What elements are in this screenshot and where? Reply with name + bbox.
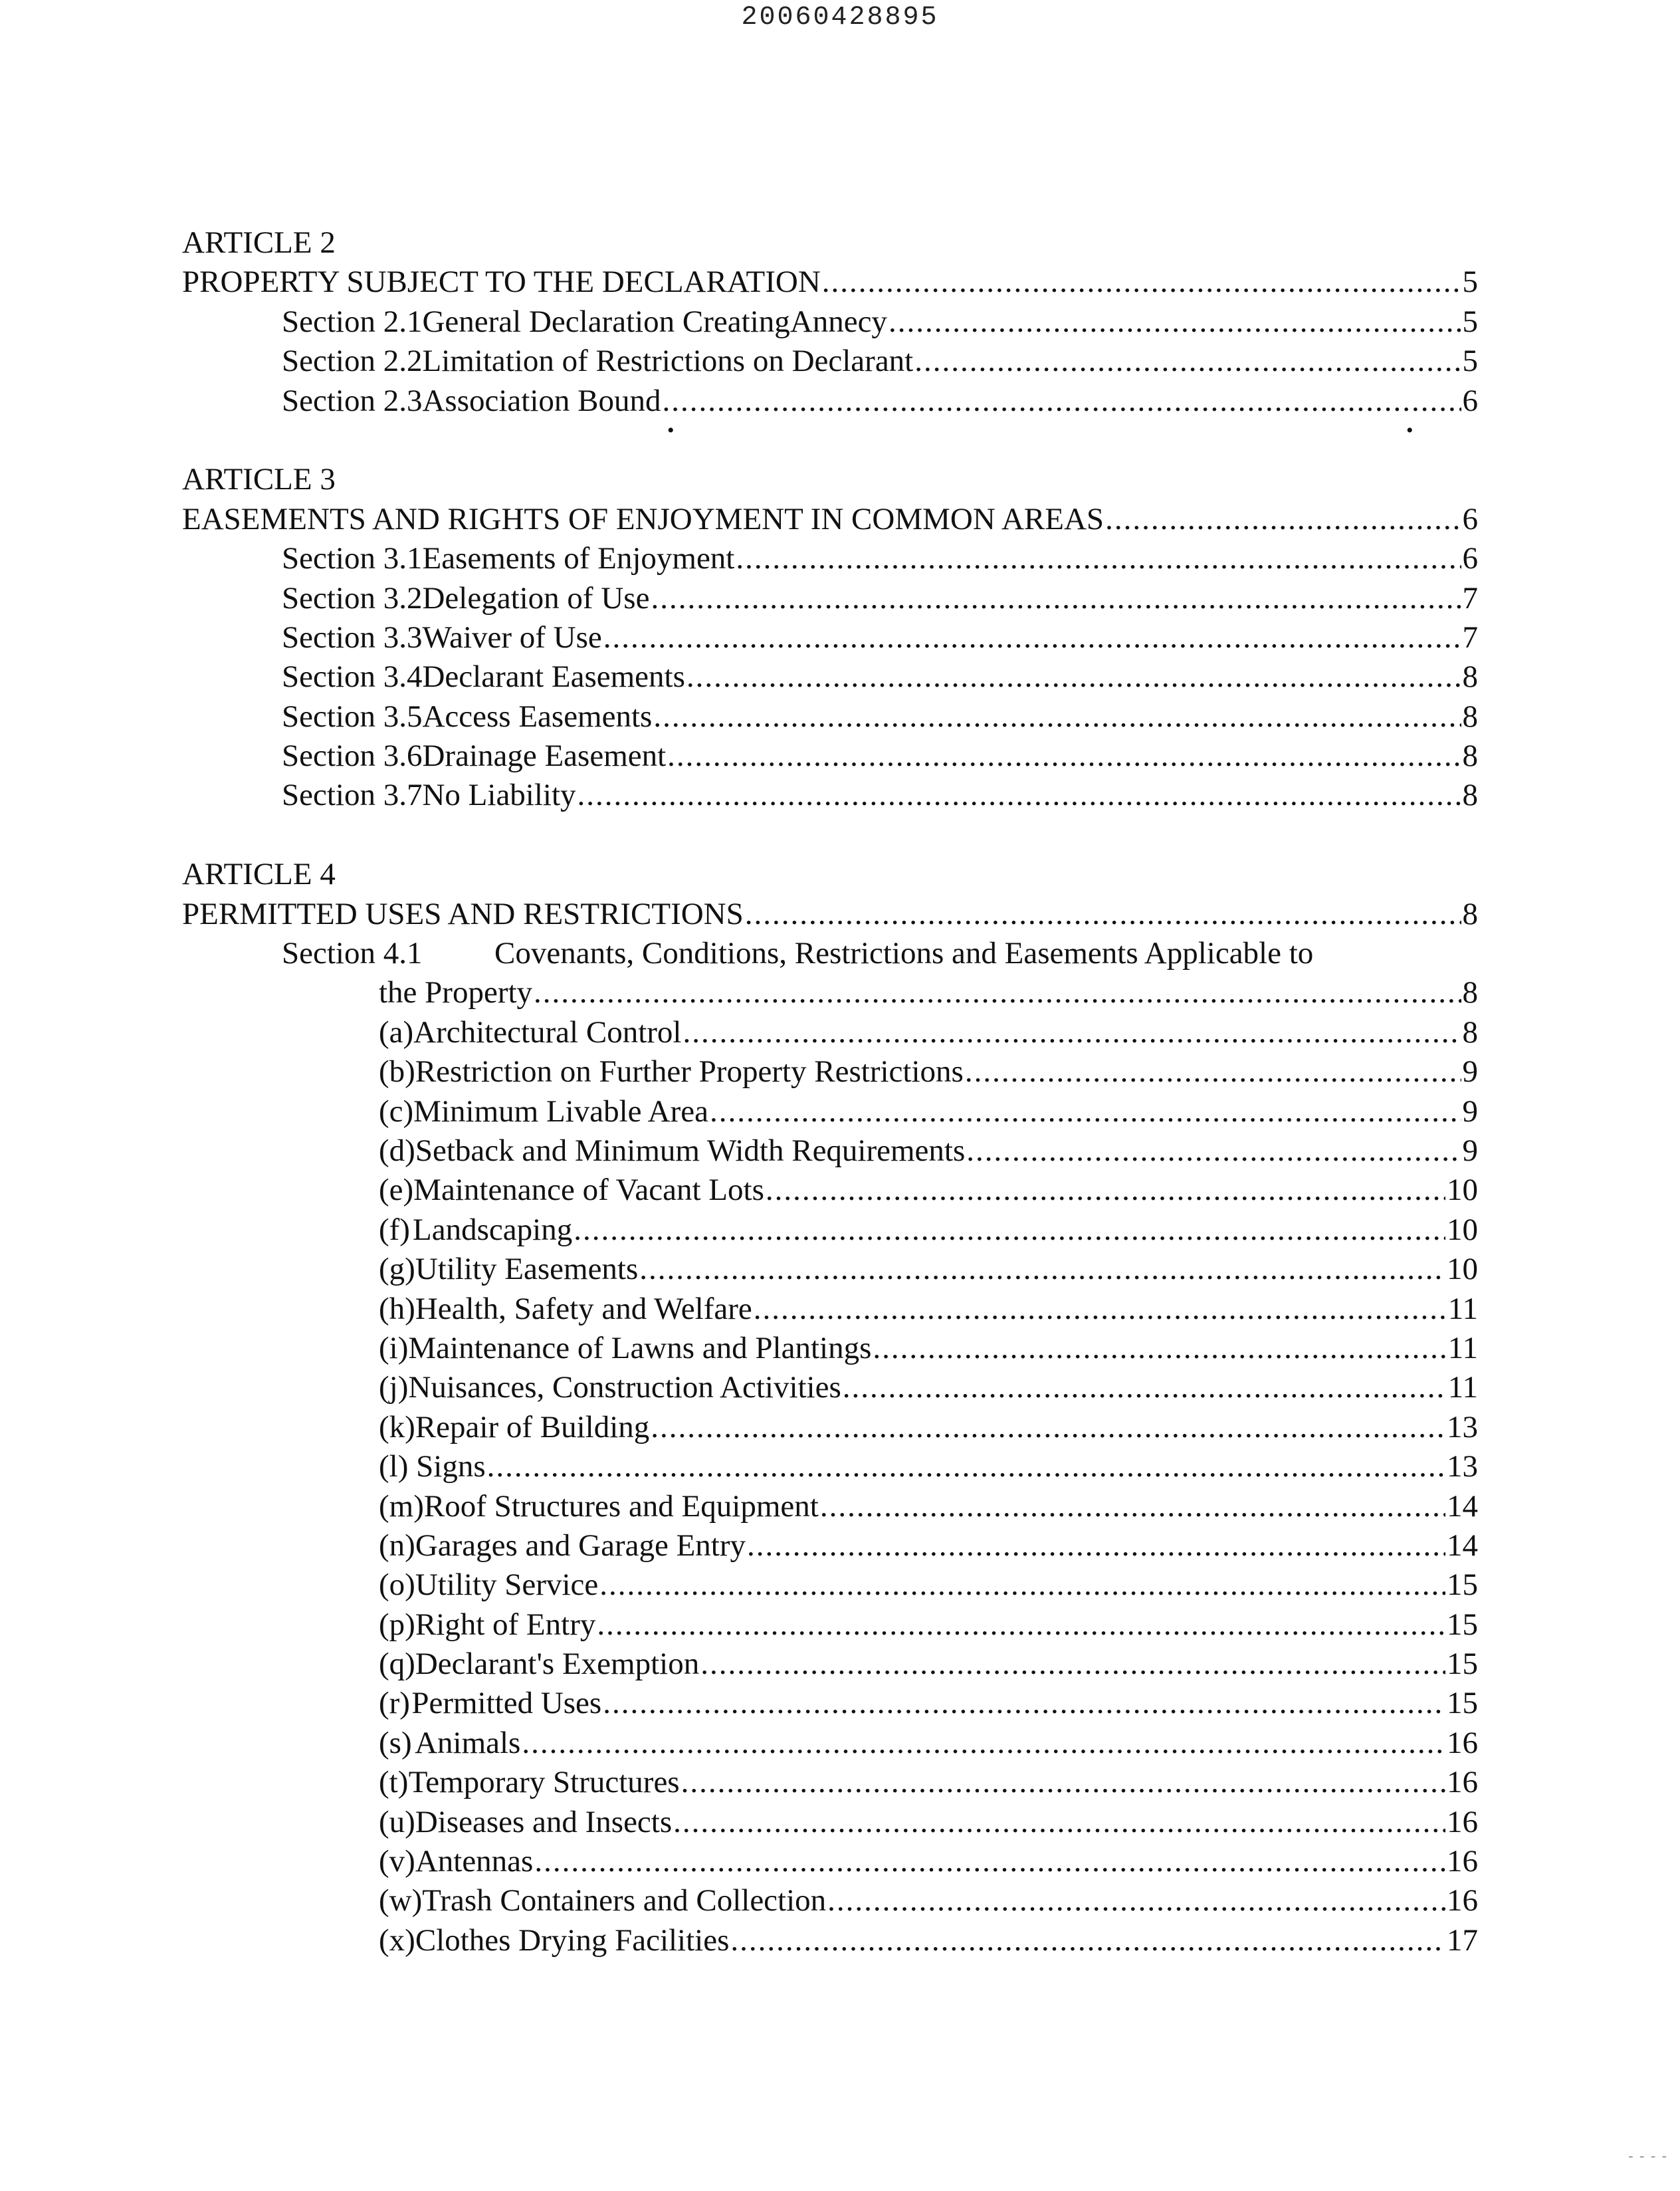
dot-leader — [822, 263, 1461, 302]
dot-leader — [843, 1368, 1447, 1407]
dot-leader — [1105, 500, 1461, 539]
page-number: 6 — [1462, 541, 1478, 576]
dot-leader — [710, 1092, 1461, 1131]
page-number: 15 — [1447, 1567, 1478, 1603]
page-number: 8 — [1462, 739, 1478, 774]
entry-number: Section 3.4 — [282, 659, 423, 695]
entry-title: Delegation of Use — [422, 580, 650, 616]
entry-number: Section 3.5 — [282, 699, 423, 734]
entry-number: Section 3.3 — [282, 620, 423, 655]
dot-leader — [682, 1013, 1461, 1052]
entry-number: Section 3.1 — [282, 541, 423, 576]
entry-number: (r) — [379, 1686, 410, 1721]
entry-number: (m) — [379, 1488, 424, 1524]
dot-leader — [873, 1329, 1446, 1368]
entry-number: (g) — [379, 1252, 415, 1287]
dot-leader — [745, 895, 1461, 934]
entry-title: Health, Safety and Welfare — [415, 1291, 752, 1326]
entry-number: Section 3.6 — [282, 739, 423, 774]
page-number: 11 — [1447, 1291, 1478, 1326]
entry-number: (q) — [379, 1647, 415, 1682]
entry-number: (p) — [379, 1607, 415, 1642]
entry-title: Setback and Minimum Width Requirements — [415, 1133, 966, 1168]
article-2-title-entry — [182, 263, 1478, 302]
entry-title: Access Easements — [422, 699, 653, 734]
toc-entry — [182, 1131, 1478, 1171]
entry-title: Repair of Building — [415, 1409, 650, 1444]
entry-number: (h) — [379, 1291, 415, 1326]
entry-number: (s) — [379, 1725, 412, 1760]
toc-entry — [182, 657, 1478, 697]
toc-entry — [182, 382, 1478, 421]
entry-number: (n) — [379, 1528, 415, 1563]
section-title: Covenants, Conditions, Restrictions and Easements Applicable to — [494, 936, 1314, 971]
table-of-contents — [182, 223, 1478, 1960]
dot-leader — [667, 737, 1461, 776]
dot-leader — [965, 1052, 1461, 1092]
dot-leader — [653, 697, 1461, 737]
entry-title: Utility Easements — [415, 1252, 639, 1287]
page-number: 9 — [1462, 1054, 1478, 1090]
page-number: 5 — [1462, 344, 1478, 379]
article-4-title: PERMITTED USES AND RESTRICTIONS — [182, 896, 744, 931]
toc-entry — [182, 1487, 1478, 1526]
article-4-label: ARTICLE 4 — [182, 857, 336, 892]
dot-leader — [574, 1211, 1445, 1250]
toc-entry — [182, 1171, 1478, 1210]
page-number: 16 — [1447, 1804, 1478, 1839]
entry-title: Restriction on Further Property Restrictions — [415, 1054, 964, 1090]
page-number: 6 — [1462, 501, 1478, 536]
entry-number: (v) — [379, 1844, 415, 1879]
toc-entry — [182, 776, 1478, 815]
dot-leader — [889, 302, 1461, 342]
page-number: 13 — [1447, 1409, 1478, 1444]
toc-entry — [182, 1368, 1478, 1407]
section-4-1-entry — [182, 934, 1478, 973]
dot-leader — [747, 1526, 1445, 1565]
page-number: 16 — [1447, 1725, 1478, 1760]
section-title-continued: the Property — [379, 975, 533, 1010]
entry-number: (f) — [379, 1212, 410, 1247]
entry-title: Declarant Easements — [422, 659, 685, 695]
toc-entry — [182, 539, 1478, 578]
entry-title: Signs — [416, 1449, 486, 1484]
toc-entry — [182, 1645, 1478, 1684]
entry-title: Roof Structures and Equipment — [423, 1488, 819, 1524]
page-number: 13 — [1447, 1449, 1478, 1484]
page-number: 10 — [1447, 1173, 1478, 1208]
page-number: 10 — [1447, 1252, 1478, 1287]
entry-number: (i) — [379, 1330, 409, 1365]
entry-title: Temporary Structures — [408, 1765, 680, 1800]
dot-leader — [663, 382, 1461, 421]
toc-entry — [182, 1921, 1478, 1960]
entry-title: Association Bound — [422, 383, 661, 418]
entry-title: Architectural Control — [413, 1014, 682, 1050]
toc-entry — [182, 1408, 1478, 1447]
dot-leader — [686, 657, 1461, 697]
entry-title: Easements of Enjoyment — [422, 541, 735, 576]
entry-title: Antennas — [415, 1844, 534, 1879]
page-number: 16 — [1447, 1765, 1478, 1800]
entry-number: (x) — [379, 1922, 415, 1958]
toc-entry — [182, 1013, 1478, 1052]
toc-entry — [182, 302, 1478, 342]
page-number: 10 — [1447, 1212, 1478, 1247]
page-number: 9 — [1462, 1133, 1478, 1168]
entry-title: Utility Service — [415, 1567, 599, 1603]
dot-leader — [639, 1250, 1445, 1289]
toc-entry — [182, 1250, 1478, 1289]
section-number: Section 4.1 — [282, 936, 423, 971]
dot-leader — [736, 539, 1461, 578]
dot-leader — [487, 1447, 1445, 1486]
entry-number: (k) — [379, 1409, 415, 1444]
entry-number: (l) — [379, 1449, 409, 1484]
entry-number: Section 2.1 — [282, 304, 423, 339]
page-number: 8 — [1462, 975, 1478, 1010]
article-3-sections — [182, 539, 1478, 816]
entry-title: Limitation of Restrictions on Declarant — [422, 344, 914, 379]
entry-title: Drainage Easement — [422, 739, 667, 774]
dot-leader — [730, 1921, 1445, 1960]
toc-entry — [182, 1211, 1478, 1250]
page-number: 8 — [1462, 659, 1478, 695]
article-2-title: PROPERTY SUBJECT TO THE DECLARATION — [182, 265, 821, 300]
entry-number: (o) — [379, 1567, 415, 1603]
entry-title: Minimum Livable Area — [413, 1094, 708, 1129]
entry-number: (a) — [379, 1014, 414, 1050]
toc-entry — [182, 737, 1478, 776]
article-4-title-entry — [182, 895, 1478, 934]
dot-leader — [522, 1724, 1445, 1763]
page-number: 16 — [1447, 1844, 1478, 1879]
dot-leader — [651, 579, 1461, 618]
dot-leader — [681, 1763, 1445, 1802]
dot-leader — [754, 1290, 1447, 1329]
toc-entry — [182, 1565, 1478, 1605]
toc-entry — [182, 1526, 1478, 1565]
entry-title: Waiver of Use — [422, 620, 602, 655]
dot-leader — [914, 342, 1461, 381]
dot-leader — [578, 776, 1461, 815]
entry-number: (d) — [379, 1133, 415, 1168]
dot-leader — [820, 1487, 1445, 1526]
toc-entry — [182, 1763, 1478, 1802]
dot-leader — [603, 1684, 1445, 1723]
entry-title: Maintenance of Vacant Lots — [413, 1173, 764, 1208]
entry-number: (t) — [379, 1765, 409, 1800]
toc-entry — [182, 618, 1478, 657]
entry-number: (j) — [379, 1370, 409, 1405]
page-number: 5 — [1462, 304, 1478, 339]
toc-entry — [182, 1842, 1478, 1881]
toc-entry — [182, 1092, 1478, 1131]
toc-entry — [182, 1447, 1478, 1486]
entry-title: Diseases and Insects — [415, 1804, 673, 1839]
dot-leader — [827, 1881, 1445, 1920]
page-number: 8 — [1462, 699, 1478, 734]
page-number: 8 — [1462, 778, 1478, 813]
entry-title: Landscaping — [413, 1212, 573, 1247]
article-3-label: ARTICLE 3 — [182, 462, 336, 497]
dot-leader — [534, 973, 1461, 1012]
entry-title: Clothes Drying Facilities — [415, 1922, 730, 1958]
entry-title: Declarant's Exemption — [415, 1647, 700, 1682]
dot-leader — [651, 1408, 1445, 1447]
toc-entry — [182, 1052, 1478, 1092]
dot-leader — [700, 1645, 1445, 1684]
entry-number: Section 3.7 — [282, 778, 423, 813]
entry-title: Animals — [415, 1725, 521, 1760]
entry-number: (b) — [379, 1054, 415, 1090]
page-number: 7 — [1462, 620, 1478, 655]
dot-leader — [599, 1565, 1445, 1605]
page-number: 7 — [1462, 580, 1478, 616]
page-number: 14 — [1447, 1528, 1478, 1563]
corner-mark: - - - - — [1628, 2147, 1668, 2164]
page-number: 5 — [1462, 265, 1478, 300]
dot-leader — [673, 1803, 1445, 1842]
entry-number: (c) — [379, 1094, 414, 1129]
toc-entry — [182, 1684, 1478, 1723]
toc-entry — [182, 697, 1478, 737]
entry-title: General Declaration CreatingAnnecy — [422, 304, 887, 339]
page-number: 6 — [1462, 383, 1478, 418]
entry-number: (u) — [379, 1804, 415, 1839]
toc-entry — [182, 1724, 1478, 1763]
dot-leader — [534, 1842, 1445, 1881]
entry-number: (e) — [379, 1173, 414, 1208]
document-number: 20060428895 — [741, 3, 939, 33]
page-number: 11 — [1447, 1330, 1478, 1365]
toc-entry — [182, 1329, 1478, 1368]
entry-title: Permitted Uses — [411, 1686, 602, 1721]
scan-dot: • — [1406, 419, 1414, 441]
dot-leader — [766, 1171, 1445, 1210]
page-number: 14 — [1447, 1488, 1478, 1524]
page-number: 8 — [1462, 1014, 1478, 1050]
toc-entry — [182, 342, 1478, 381]
scan-dot: • — [667, 419, 675, 441]
entry-title: Nuisances, Construction Activities — [408, 1370, 841, 1405]
dot-leader — [597, 1605, 1445, 1645]
toc-entry — [182, 1881, 1478, 1920]
toc-entry — [182, 1605, 1478, 1645]
entry-number: Section 3.2 — [282, 580, 423, 616]
entry-number: Section 2.3 — [282, 383, 423, 418]
article-3-title: EASEMENTS AND RIGHTS OF ENJOYMENT IN COMMON AREAS — [182, 501, 1104, 536]
page-number: 8 — [1462, 896, 1478, 931]
page-number: 15 — [1447, 1647, 1478, 1682]
page-number: 16 — [1447, 1883, 1478, 1918]
entry-number: (w) — [379, 1883, 423, 1918]
scan-marks — [182, 421, 1478, 460]
section-4-1-continuation — [182, 973, 1478, 1012]
page-number: 15 — [1447, 1607, 1478, 1642]
article-4-subsections — [182, 1013, 1478, 1960]
toc-entry — [182, 579, 1478, 618]
entry-title: Maintenance of Lawns and Plantings — [408, 1330, 872, 1365]
page-number: 11 — [1447, 1370, 1478, 1405]
entry-title: Trash Containers and Collection — [422, 1883, 827, 1918]
page-number: 15 — [1447, 1686, 1478, 1721]
entry-title: Right of Entry — [415, 1607, 596, 1642]
page-number: 17 — [1447, 1922, 1478, 1958]
article-2-sections — [182, 302, 1478, 421]
dot-leader — [966, 1131, 1461, 1171]
toc-entry — [182, 1803, 1478, 1842]
article-3-title-entry — [182, 500, 1478, 539]
article-2-label: ARTICLE 2 — [182, 225, 336, 260]
entry-title: Garages and Garage Entry — [415, 1528, 746, 1563]
entry-title: No Liability — [422, 778, 576, 813]
entry-number: Section 2.2 — [282, 344, 423, 379]
page-number: 9 — [1462, 1094, 1478, 1129]
dot-leader — [603, 618, 1461, 657]
toc-entry — [182, 1290, 1478, 1329]
